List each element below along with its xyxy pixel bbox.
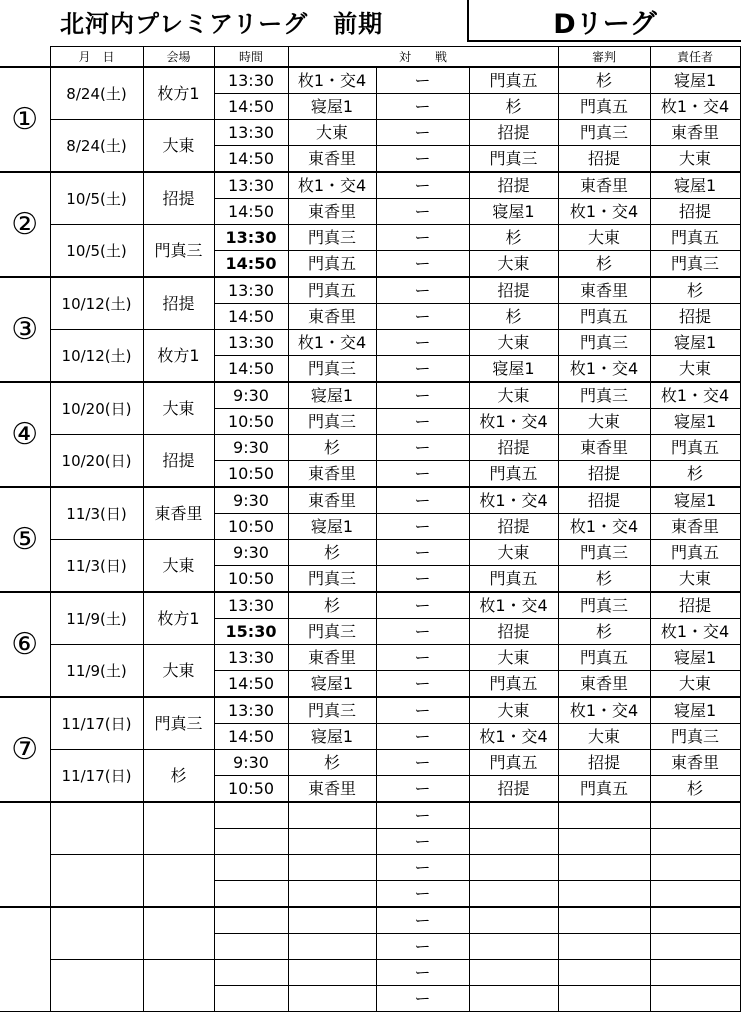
match-venue: 枚方1 xyxy=(143,592,214,645)
home-team: 寝屋1 xyxy=(288,382,376,409)
match-date: 11/17(日) xyxy=(50,750,143,803)
match-venue: 門真三 xyxy=(143,697,214,750)
match-time xyxy=(214,934,288,960)
responsible-team: 寝屋1 xyxy=(650,67,740,94)
responsible-team: 招提 xyxy=(650,592,740,619)
match-venue: 大東 xyxy=(143,382,214,435)
match-time xyxy=(214,986,288,1012)
home-team: 寝屋1 xyxy=(288,724,376,750)
home-team: 寝屋1 xyxy=(288,94,376,120)
responsible-team: 大東 xyxy=(650,566,740,593)
match-time: 13:30 xyxy=(214,172,288,199)
schedule-body xyxy=(0,47,740,1012)
match-time: 14:50 xyxy=(214,304,288,330)
match-date: 11/9(土) xyxy=(50,592,143,645)
match-time: 9:30 xyxy=(214,540,288,566)
match-venue: 招提 xyxy=(143,277,214,330)
responsible-team: 寝屋1 xyxy=(650,409,740,435)
vs-mark: ー xyxy=(376,225,469,251)
match-row xyxy=(0,225,740,251)
match-row xyxy=(0,67,740,94)
page-title: 北河内プレミアリーグ 前期 xyxy=(60,10,384,38)
away-team: 寝屋1 xyxy=(469,356,558,383)
responsible-team xyxy=(650,934,740,960)
empty-row xyxy=(0,802,740,829)
match-date: 10/20(日) xyxy=(50,435,143,488)
match-time xyxy=(214,802,288,829)
responsible-team xyxy=(650,907,740,934)
match-header: 対 戦 xyxy=(288,47,558,68)
home-team xyxy=(288,802,376,829)
vs-mark: ー xyxy=(376,461,469,488)
match-row xyxy=(0,330,740,356)
responsible-team: 東香里 xyxy=(650,514,740,540)
referee-team: 大東 xyxy=(558,409,650,435)
match-row xyxy=(0,540,740,566)
referee-team: 招提 xyxy=(558,750,650,776)
referee-team xyxy=(558,829,650,855)
responsible-team: 東香里 xyxy=(650,120,740,146)
round-number xyxy=(0,907,50,1012)
responsible-team: 門真五 xyxy=(650,435,740,461)
home-team: 枚1・交4 xyxy=(288,67,376,94)
match-time: 13:30 xyxy=(214,277,288,304)
round-number: ⑤ xyxy=(0,487,50,592)
match-time: 14:50 xyxy=(214,94,288,120)
referee-team: 門真五 xyxy=(558,304,650,330)
round-number: ① xyxy=(0,67,50,172)
responsible-team: 大東 xyxy=(650,356,740,383)
away-team: 寝屋1 xyxy=(469,199,558,225)
vs-mark: ー xyxy=(376,881,469,908)
responsible-team: 門真五 xyxy=(650,225,740,251)
header xyxy=(0,0,742,46)
home-team xyxy=(288,907,376,934)
home-team: 門真三 xyxy=(288,619,376,645)
match-row xyxy=(0,487,740,514)
away-team xyxy=(469,855,558,881)
responsible-team xyxy=(650,829,740,855)
match-date: 11/3(日) xyxy=(50,540,143,593)
match-time xyxy=(214,829,288,855)
home-team: 東香里 xyxy=(288,487,376,514)
away-team: 門真五 xyxy=(469,750,558,776)
match-time: 9:30 xyxy=(214,487,288,514)
referee-team: 招提 xyxy=(558,487,650,514)
match-venue: 大東 xyxy=(143,120,214,173)
home-team xyxy=(288,855,376,881)
responsible-team: 枚1・交4 xyxy=(650,382,740,409)
away-team xyxy=(469,907,558,934)
match-row xyxy=(0,697,740,724)
away-team: 枚1・交4 xyxy=(469,487,558,514)
match-time: 9:30 xyxy=(214,382,288,409)
referee-team: 門真五 xyxy=(558,776,650,803)
match-time: 10:50 xyxy=(214,461,288,488)
round-number: ⑥ xyxy=(0,592,50,697)
away-team: 門真五 xyxy=(469,671,558,698)
responsible-team: 寝屋1 xyxy=(650,330,740,356)
away-team: 杉 xyxy=(469,304,558,330)
home-team xyxy=(288,934,376,960)
vs-mark: ー xyxy=(376,540,469,566)
away-team: 枚1・交4 xyxy=(469,724,558,750)
match-time: 14:50 xyxy=(214,671,288,698)
home-team xyxy=(288,881,376,908)
match-time: 13:30 xyxy=(214,592,288,619)
home-team: 門真三 xyxy=(288,566,376,593)
responsible-team: 寝屋1 xyxy=(650,487,740,514)
match-date xyxy=(50,907,143,960)
referee-team: 門真三 xyxy=(558,540,650,566)
vs-mark: ー xyxy=(376,907,469,934)
match-date: 10/5(土) xyxy=(50,225,143,278)
home-team: 門真三 xyxy=(288,356,376,383)
referee-team: 東香里 xyxy=(558,435,650,461)
match-row xyxy=(0,120,740,146)
vs-mark: ー xyxy=(376,645,469,671)
match-time: 14:50 xyxy=(214,356,288,383)
vs-mark: ー xyxy=(376,514,469,540)
away-team: 大東 xyxy=(469,540,558,566)
vs-mark: ー xyxy=(376,986,469,1012)
home-team: 東香里 xyxy=(288,146,376,173)
round-number: ⑦ xyxy=(0,697,50,802)
referee-team: 大東 xyxy=(558,225,650,251)
referee-team: 門真三 xyxy=(558,592,650,619)
match-row xyxy=(0,645,740,671)
away-team: 招提 xyxy=(469,514,558,540)
match-row xyxy=(0,435,740,461)
home-team: 寝屋1 xyxy=(288,514,376,540)
referee-team: 枚1・交4 xyxy=(558,697,650,724)
home-team: 大東 xyxy=(288,120,376,146)
match-date: 10/20(日) xyxy=(50,382,143,435)
match-venue: 枚方1 xyxy=(143,330,214,383)
away-team: 大東 xyxy=(469,697,558,724)
home-team xyxy=(288,829,376,855)
home-team: 東香里 xyxy=(288,461,376,488)
referee-team: 枚1・交4 xyxy=(558,514,650,540)
referee-team xyxy=(558,802,650,829)
match-date: 8/24(土) xyxy=(50,120,143,173)
round-number: ③ xyxy=(0,277,50,382)
home-team: 杉 xyxy=(288,540,376,566)
away-team xyxy=(469,986,558,1012)
vs-mark: ー xyxy=(376,776,469,803)
referee-team: 杉 xyxy=(558,67,650,94)
match-time: 10:50 xyxy=(214,409,288,435)
responsible-team xyxy=(650,960,740,986)
match-date: 10/12(土) xyxy=(50,277,143,330)
vs-mark: ー xyxy=(376,671,469,698)
home-team: 門真五 xyxy=(288,251,376,278)
responsible-team: 杉 xyxy=(650,776,740,803)
referee-team: 門真五 xyxy=(558,645,650,671)
vs-mark: ー xyxy=(376,356,469,383)
vs-mark: ー xyxy=(376,750,469,776)
responsible-header: 責任者 xyxy=(650,47,740,68)
match-venue: 大東 xyxy=(143,540,214,593)
match-row xyxy=(0,382,740,409)
responsible-team: 大東 xyxy=(650,671,740,698)
responsible-team: 寝屋1 xyxy=(650,172,740,199)
match-time: 13:30 xyxy=(214,645,288,671)
match-venue: 大東 xyxy=(143,645,214,698)
away-team xyxy=(469,802,558,829)
referee-team xyxy=(558,934,650,960)
referee-team: 枚1・交4 xyxy=(558,356,650,383)
responsible-team: 門真三 xyxy=(650,251,740,278)
vs-mark: ー xyxy=(376,934,469,960)
empty-row xyxy=(0,907,740,934)
referee-team: 招提 xyxy=(558,461,650,488)
referee-team: 杉 xyxy=(558,251,650,278)
match-row xyxy=(0,277,740,304)
match-time xyxy=(214,855,288,881)
match-time xyxy=(214,881,288,908)
away-team xyxy=(469,934,558,960)
home-team: 寝屋1 xyxy=(288,671,376,698)
home-team: 東香里 xyxy=(288,645,376,671)
match-venue: 杉 xyxy=(143,750,214,803)
away-team xyxy=(469,829,558,855)
vs-mark: ー xyxy=(376,277,469,304)
match-date: 11/3(日) xyxy=(50,487,143,540)
referee-team: 杉 xyxy=(558,566,650,593)
vs-mark: ー xyxy=(376,802,469,829)
home-team: 門真三 xyxy=(288,409,376,435)
away-team: 招提 xyxy=(469,277,558,304)
responsible-team: 枚1・交4 xyxy=(650,94,740,120)
vs-mark: ー xyxy=(376,724,469,750)
referee-team: 枚1・交4 xyxy=(558,199,650,225)
match-time: 10:50 xyxy=(214,566,288,593)
vs-mark: ー xyxy=(376,960,469,986)
responsible-team: 枚1・交4 xyxy=(650,619,740,645)
match-row xyxy=(0,592,740,619)
match-time: 9:30 xyxy=(214,750,288,776)
match-time: 14:50 xyxy=(214,146,288,173)
home-team: 東香里 xyxy=(288,304,376,330)
referee-team xyxy=(558,960,650,986)
home-team xyxy=(288,960,376,986)
responsible-team: 門真三 xyxy=(650,724,740,750)
referee-team: 大東 xyxy=(558,724,650,750)
match-venue: 枚方1 xyxy=(143,67,214,120)
responsible-team: 杉 xyxy=(650,461,740,488)
referee-team: 門真三 xyxy=(558,330,650,356)
match-venue xyxy=(143,802,214,855)
match-time: 10:50 xyxy=(214,514,288,540)
home-team: 東香里 xyxy=(288,199,376,225)
responsible-team xyxy=(650,881,740,908)
empty-row xyxy=(0,960,740,986)
responsible-team xyxy=(650,802,740,829)
away-team: 招提 xyxy=(469,435,558,461)
match-time: 13:30 xyxy=(214,120,288,146)
home-team: 杉 xyxy=(288,592,376,619)
match-time: 13:30 xyxy=(214,225,288,251)
match-date xyxy=(50,855,143,908)
away-team: 招提 xyxy=(469,776,558,803)
league-box xyxy=(467,0,741,42)
vs-mark: ー xyxy=(376,67,469,94)
match-date: 11/17(日) xyxy=(50,697,143,750)
match-date: 10/12(土) xyxy=(50,330,143,383)
vs-mark: ー xyxy=(376,94,469,120)
away-team: 門真五 xyxy=(469,461,558,488)
away-team xyxy=(469,960,558,986)
away-team: 招提 xyxy=(469,120,558,146)
home-team: 東香里 xyxy=(288,776,376,803)
league-name: Dリーグ xyxy=(553,9,657,40)
match-time: 13:30 xyxy=(214,330,288,356)
match-time xyxy=(214,960,288,986)
away-team: 門真五 xyxy=(469,67,558,94)
vs-mark: ー xyxy=(376,619,469,645)
match-time: 15:30 xyxy=(214,619,288,645)
match-time: 14:50 xyxy=(214,251,288,278)
responsible-team: 杉 xyxy=(650,277,740,304)
round-number: ② xyxy=(0,172,50,277)
match-time: 9:30 xyxy=(214,435,288,461)
vs-mark: ー xyxy=(376,435,469,461)
vs-mark: ー xyxy=(376,409,469,435)
referee-team xyxy=(558,986,650,1012)
away-team: 杉 xyxy=(469,94,558,120)
match-venue xyxy=(143,855,214,908)
away-team xyxy=(469,881,558,908)
vs-mark: ー xyxy=(376,251,469,278)
responsible-team: 招提 xyxy=(650,199,740,225)
away-team: 大東 xyxy=(469,330,558,356)
away-team: 招提 xyxy=(469,619,558,645)
home-team: 門真五 xyxy=(288,277,376,304)
match-date: 10/5(土) xyxy=(50,172,143,225)
match-date: 8/24(土) xyxy=(50,67,143,120)
responsible-team: 門真五 xyxy=(650,540,740,566)
home-team: 枚1・交4 xyxy=(288,330,376,356)
header-row xyxy=(0,47,740,68)
away-team: 枚1・交4 xyxy=(469,409,558,435)
home-team: 杉 xyxy=(288,750,376,776)
match-date: 11/9(土) xyxy=(50,645,143,698)
away-team: 大東 xyxy=(469,382,558,409)
match-venue: 東香里 xyxy=(143,487,214,540)
away-team: 杉 xyxy=(469,225,558,251)
round-header xyxy=(0,47,50,68)
home-team xyxy=(288,986,376,1012)
away-team: 門真五 xyxy=(469,566,558,593)
away-team: 大東 xyxy=(469,251,558,278)
vs-mark: ー xyxy=(376,566,469,593)
responsible-team xyxy=(650,855,740,881)
responsible-team: 東香里 xyxy=(650,750,740,776)
referee-team: 杉 xyxy=(558,619,650,645)
match-time: 10:50 xyxy=(214,776,288,803)
away-team: 門真三 xyxy=(469,146,558,173)
away-team: 招提 xyxy=(469,172,558,199)
match-row xyxy=(0,172,740,199)
vs-mark: ー xyxy=(376,855,469,881)
match-venue: 招提 xyxy=(143,172,214,225)
vs-mark: ー xyxy=(376,172,469,199)
match-time xyxy=(214,907,288,934)
vs-mark: ー xyxy=(376,146,469,173)
referee-team: 門真五 xyxy=(558,94,650,120)
referee-team: 招提 xyxy=(558,146,650,173)
match-date xyxy=(50,802,143,855)
home-team: 枚1・交4 xyxy=(288,172,376,199)
referee-team: 東香里 xyxy=(558,671,650,698)
referee-team: 門真三 xyxy=(558,120,650,146)
responsible-team: 大東 xyxy=(650,146,740,173)
vs-mark: ー xyxy=(376,330,469,356)
match-time: 14:50 xyxy=(214,199,288,225)
referee-team: 東香里 xyxy=(558,277,650,304)
vs-mark: ー xyxy=(376,487,469,514)
match-venue xyxy=(143,907,214,960)
time-header: 時間 xyxy=(214,47,288,68)
home-team: 門真三 xyxy=(288,697,376,724)
away-team: 大東 xyxy=(469,645,558,671)
responsible-team: 寝屋1 xyxy=(650,697,740,724)
home-team: 門真三 xyxy=(288,225,376,251)
referee-team xyxy=(558,855,650,881)
vs-mark: ー xyxy=(376,697,469,724)
vs-mark: ー xyxy=(376,592,469,619)
venue-header: 会場 xyxy=(143,47,214,68)
away-team: 枚1・交4 xyxy=(469,592,558,619)
responsible-team: 寝屋1 xyxy=(650,645,740,671)
date-header: 月 日 xyxy=(50,47,143,68)
match-row xyxy=(0,750,740,776)
vs-mark: ー xyxy=(376,120,469,146)
round-number xyxy=(0,802,50,907)
vs-mark: ー xyxy=(376,304,469,330)
match-time: 13:30 xyxy=(214,697,288,724)
responsible-team xyxy=(650,986,740,1012)
referee-team xyxy=(558,881,650,908)
home-team: 杉 xyxy=(288,435,376,461)
vs-mark: ー xyxy=(376,199,469,225)
match-time: 14:50 xyxy=(214,724,288,750)
responsible-team: 招提 xyxy=(650,304,740,330)
match-venue: 門真三 xyxy=(143,225,214,278)
vs-mark: ー xyxy=(376,829,469,855)
match-time: 13:30 xyxy=(214,67,288,94)
schedule-table xyxy=(0,46,741,1012)
match-venue: 招提 xyxy=(143,435,214,488)
empty-row xyxy=(0,855,740,881)
round-number: ④ xyxy=(0,382,50,487)
referee-team: 門真三 xyxy=(558,382,650,409)
referee-header: 審判 xyxy=(558,47,650,68)
referee-team xyxy=(558,907,650,934)
vs-mark: ー xyxy=(376,382,469,409)
referee-team: 東香里 xyxy=(558,172,650,199)
